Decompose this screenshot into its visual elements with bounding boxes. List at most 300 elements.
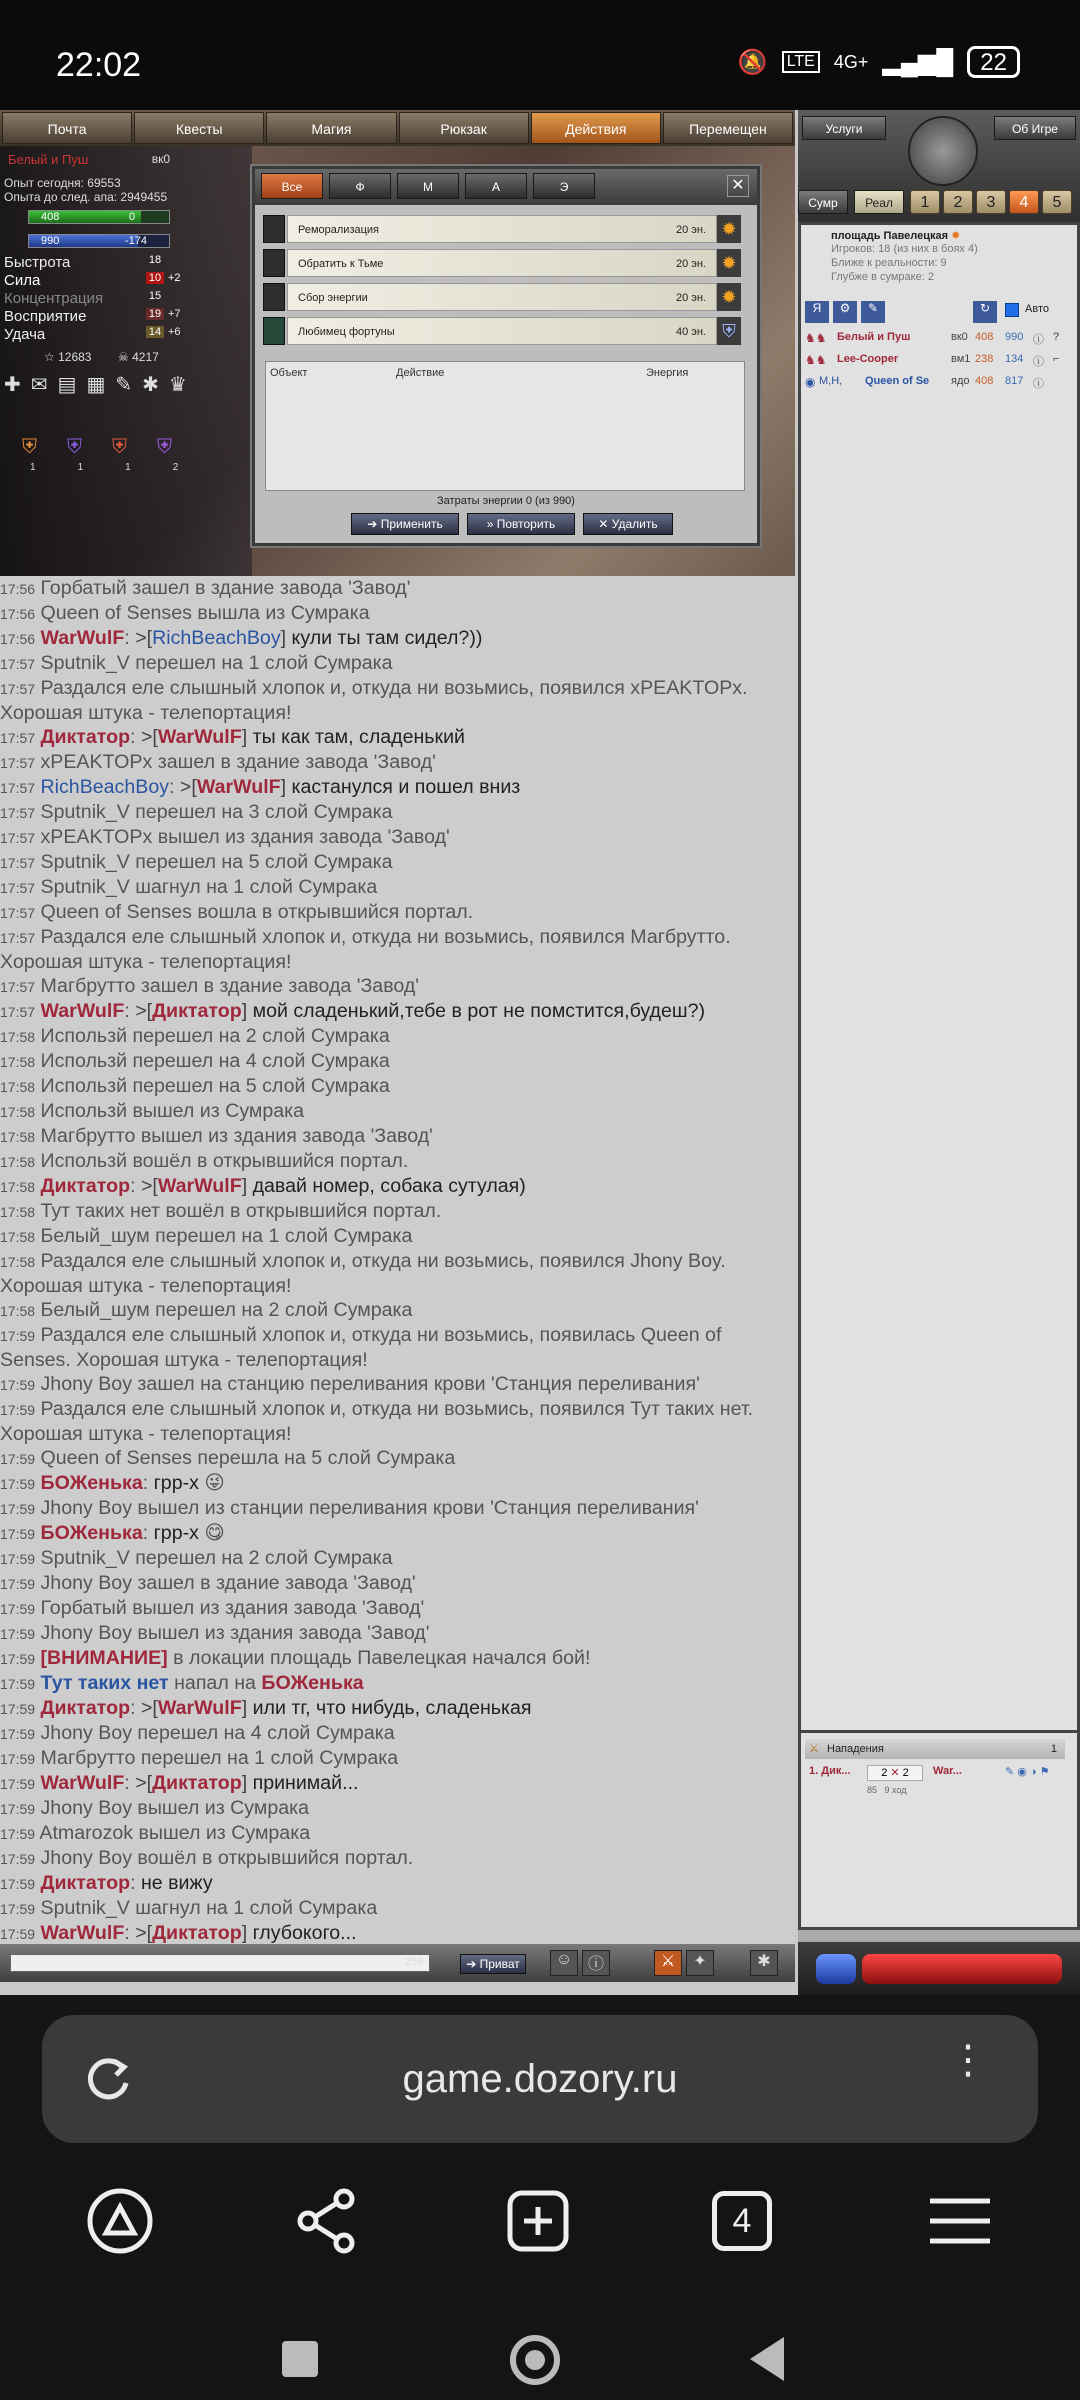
right-panel xyxy=(798,110,1080,1995)
settings-icon[interactable]: ✱ xyxy=(750,1950,778,1976)
chat-time: 17:59 xyxy=(0,1551,36,1567)
layer-3-button[interactable]: 3 xyxy=(976,190,1006,214)
sword-icon: ⚔ xyxy=(809,1743,819,1755)
top-menu xyxy=(0,110,795,146)
chat-input[interactable] xyxy=(10,1954,430,1972)
smiley-icon[interactable]: ☺ xyxy=(550,1950,578,1976)
chat-recipient[interactable]: Диктатор xyxy=(152,1000,242,1022)
chat-nick[interactable]: Диктатор xyxy=(40,726,131,748)
question-icon[interactable]: ? xyxy=(1053,331,1060,343)
filter-all-button[interactable]: Все xyxy=(261,173,323,199)
services-tab[interactable]: Услуги xyxy=(802,116,886,140)
chat-time: 17:58 xyxy=(0,1303,36,1319)
chat-time: 17:59 xyxy=(0,1501,36,1517)
warning-label: [ВНИМАНИЕ] xyxy=(40,1647,168,1669)
chat-line xyxy=(0,1024,795,1049)
chat-recipient[interactable]: WarWulF xyxy=(157,1175,242,1197)
chat-nick[interactable]: Диктатор xyxy=(40,1872,131,1894)
menu-backpack-button[interactable]: Рюкзак xyxy=(399,112,529,144)
stat-speed: Быстрота 18 xyxy=(4,254,162,271)
chat-text: Queen of Senses вышла из Сумрака xyxy=(40,602,370,624)
badges xyxy=(22,436,172,459)
player-row[interactable]: ◉ М,Н, Queen of Se ядо 408 817 ⓘ xyxy=(805,375,1044,390)
spell-cast-icon[interactable]: ✹ xyxy=(717,283,741,311)
chat-line xyxy=(0,676,795,725)
chat-line: 17:56 WarWulF: >[RichBeachBoy] кули ты там сидел?)) xyxy=(0,627,483,649)
clan-icon: ♞♞ xyxy=(805,331,827,345)
chat-nick[interactable]: Тут таких нет xyxy=(40,1672,169,1694)
action-filter-bar xyxy=(255,169,757,205)
spell-icon xyxy=(263,317,285,345)
system-home-icon[interactable] xyxy=(510,2335,560,2385)
chat-line xyxy=(0,875,795,900)
energy-blue-segment xyxy=(816,1954,856,1984)
chat-nick[interactable]: WarWulF xyxy=(40,1000,125,1022)
chat-text: Jhony Boy вышел из здания завода 'Завод' xyxy=(40,1622,430,1644)
mute-icon: 🔕 xyxy=(737,48,768,76)
badge-shield-icon[interactable]: ⛨ xyxy=(112,436,127,458)
menu-actions-button[interactable]: Действия xyxy=(531,112,661,144)
badge-shield-icon[interactable]: ⛨ xyxy=(67,436,82,458)
chat-time: 17:59 xyxy=(0,1926,36,1942)
private-button[interactable]: ➔ Приват xyxy=(460,1954,526,1974)
chat-text: Jhony Boy вышел из Сумрака xyxy=(40,1797,310,1819)
chat-line xyxy=(0,925,795,974)
chat-text: xPEAKTOPx зашел в здание завода 'Завод' xyxy=(40,751,436,773)
hp-bar: 408 0 xyxy=(28,210,170,224)
wrench-icon[interactable]: ✎ xyxy=(115,374,133,396)
url-text[interactable]: game.dozory.ru xyxy=(402,2057,678,2101)
chat-line xyxy=(0,1646,795,1671)
star-icon: ☆ xyxy=(44,350,59,364)
sort-side-icon[interactable]: ✎ xyxy=(861,301,885,323)
chat-message: глубокого... xyxy=(252,1922,357,1944)
reality-tab[interactable]: Реал xyxy=(854,190,904,214)
actions-window xyxy=(252,166,760,546)
delete-button[interactable]: ✕ Удалить xyxy=(583,513,673,535)
chat-text: Использй перешел на 5 слой Сумрака xyxy=(40,1075,390,1097)
chat-time: 17:59 xyxy=(0,1726,36,1742)
chat-line xyxy=(0,974,795,999)
chat-text: Queen of Senses вошла в открывшийся портал. xyxy=(40,901,474,923)
chat-text: Белый_шум перешел на 2 слой Сумрака xyxy=(40,1299,413,1321)
filter-f-button[interactable]: Ф xyxy=(329,173,391,199)
chat-message: давай номер, собака сутулая) xyxy=(252,1175,526,1197)
chat-text: Раздался еле слышный хлопок и, откуда ни возьмись, появился Jhony Boy. Хорошая штука - телепортация! xyxy=(0,1250,726,1297)
stat-concentration: Концентрация 15 xyxy=(4,290,162,307)
chat-text: Sputnik_V перешел на 1 слой Сумрака xyxy=(40,652,393,674)
twilight-tab[interactable]: Сумр xyxy=(798,190,848,214)
chat-message: грр-х xyxy=(153,1522,199,1544)
sort-me-icon[interactable]: Я xyxy=(805,301,829,323)
spell-cast-icon[interactable]: ✹ xyxy=(717,249,741,277)
repeat-button[interactable]: » Повторить xyxy=(467,513,575,535)
chat-time: 17:57 xyxy=(0,656,36,672)
chat-line: 17:59 БОЖенька: грр-х 😋 xyxy=(0,1522,225,1544)
trophy-icon[interactable]: ♛ xyxy=(168,374,187,396)
chat-line xyxy=(0,1298,795,1323)
chat-line: 17:59 Диктатор: не вижу xyxy=(0,1872,213,1894)
repeat-icon: » xyxy=(486,517,497,531)
chat-time: 17:57 xyxy=(0,979,36,995)
close-icon[interactable]: ✕ xyxy=(727,175,749,197)
chat-time: 17:58 xyxy=(0,1129,36,1145)
chat-line: 17:59 WarWulF: >[Диктатор] принимай... xyxy=(0,1772,359,1794)
location-name: площадь Павелецкая ✹ xyxy=(831,230,961,242)
chat-time: 17:58 xyxy=(0,1079,36,1095)
scroll-icon[interactable]: ✉ xyxy=(30,374,48,396)
energy-bar xyxy=(798,1942,1080,1995)
chat-message: кастанулся и пошел вниз xyxy=(291,776,521,798)
stat-luck: Удача 14 +6 xyxy=(4,326,181,343)
chat-input-bar xyxy=(0,1944,795,1982)
menu-quests-button[interactable]: Квесты xyxy=(134,112,264,144)
chat-nick[interactable]: WarWulF xyxy=(40,1772,125,1794)
chat-time: 17:59 xyxy=(0,1451,36,1467)
chat-text: Atmarozok вышел из Сумрака xyxy=(39,1822,311,1844)
gear-icon[interactable]: ✱ xyxy=(142,374,159,396)
chat-text: Sputnik_V шагнул на 1 слой Сумрака xyxy=(40,1897,378,1919)
chat-nick[interactable]: WarWulF xyxy=(40,1922,125,1944)
chat-text: Магбрутто перешел на 1 слой Сумрака xyxy=(40,1747,399,1769)
character-panel xyxy=(0,146,795,576)
chat-time: 17:56 xyxy=(0,631,36,647)
signal-icon: ▂▄▆█ xyxy=(882,48,954,76)
chat-recipient[interactable]: WarWulF xyxy=(196,776,281,798)
chat-nick[interactable]: Диктатор xyxy=(40,1175,131,1197)
chat-time: 17:57 xyxy=(0,681,36,697)
chat-text: Раздался еле слышный хлопок и, откуда ни возьмись, появился xPEAKTOPx. Хорошая штука - телепортация! xyxy=(0,677,748,724)
chat-line xyxy=(0,1149,795,1174)
chat-line xyxy=(0,1323,795,1372)
refresh-icon[interactable]: ↻ xyxy=(973,301,997,323)
chat-message: или тг, что нибудь, сладенькая xyxy=(252,1697,532,1719)
chat-line xyxy=(0,1372,795,1397)
network-label: 4G+ xyxy=(833,51,869,72)
chat-line xyxy=(0,1049,795,1074)
chat-time: 17:59 xyxy=(0,1676,36,1692)
recents-icon[interactable] xyxy=(282,2341,318,2377)
chat-time: 17:59 xyxy=(0,1402,36,1418)
chat-line xyxy=(0,1621,795,1646)
chat-message: не вижу xyxy=(140,1872,213,1894)
character-tools xyxy=(4,372,187,397)
chat-line: 17:57 RichBeachBoy: >[WarWulF] кастанулся и пошел вниз xyxy=(0,776,521,798)
chat-time: 17:58 xyxy=(0,1204,36,1220)
new-tab-icon[interactable] xyxy=(498,2181,578,2261)
layer-5-button[interactable]: 5 xyxy=(1042,190,1072,214)
chat-time: 17:59 xyxy=(0,1851,36,1867)
about-tab[interactable]: Об Игре xyxy=(994,116,1076,140)
spell-icon xyxy=(263,215,285,243)
chat-text: напал на xyxy=(174,1672,256,1694)
url-bar[interactable] xyxy=(42,2015,1038,2143)
chat-time: 17:58 xyxy=(0,1054,36,1070)
queue-header-action: Действие xyxy=(396,367,445,379)
back-icon[interactable] xyxy=(748,2335,788,2383)
chat-time: 17:59 xyxy=(0,1826,36,1842)
chat-text: Раздался еле слышный хлопок и, откуда ни возьмись, появился Магбрутто. Хорошая штука - телепортация! xyxy=(0,926,731,973)
chat-time: 17:59 xyxy=(0,1651,36,1667)
menu-mail-button[interactable]: Почта xyxy=(2,112,132,144)
chat-time: 17:57 xyxy=(0,930,36,946)
smiley-icon: 😋 xyxy=(204,1522,225,1544)
apply-button[interactable]: ➔ Применить xyxy=(351,513,459,535)
exp-to-next: Опыта до след. апа: 2949455 xyxy=(4,190,168,204)
game-area xyxy=(0,110,1080,1995)
chat-recipient[interactable]: Диктатор xyxy=(152,1772,242,1794)
action-queue xyxy=(265,361,745,491)
queue-header-energy: Энергия xyxy=(646,367,689,379)
tabs-button[interactable]: 4 xyxy=(712,2191,772,2251)
energy-cost: Затраты энергии 0 (из 990) xyxy=(437,495,575,507)
chat-text: Sputnik_V перешел на 3 слой Сумрака xyxy=(40,801,393,823)
chat-line xyxy=(0,1124,795,1149)
chat-line: 17:57 WarWulF: >[Диктатор] мой сладенький,тебе в рот не помстится,будеш?) xyxy=(0,1000,706,1022)
chat-line xyxy=(0,1074,795,1099)
share-icon[interactable] xyxy=(286,2181,366,2261)
chat-message: грр-х xyxy=(153,1472,199,1494)
auto-checkbox[interactable] xyxy=(1005,303,1019,317)
chat-time: 17:58 xyxy=(0,1254,36,1270)
filter-e-button[interactable]: Э xyxy=(533,173,595,199)
chat-nick[interactable]: WarWulF xyxy=(40,627,125,649)
chat-time: 17:56 xyxy=(0,581,36,597)
chat-line xyxy=(0,1496,795,1521)
chat-text: Queen of Senses перешла на 5 слой Сумрака xyxy=(40,1447,456,1469)
filter-a-button[interactable]: А xyxy=(465,173,527,199)
energy-red-segment xyxy=(862,1954,1062,1984)
chat-line xyxy=(0,850,795,875)
chat-recipient[interactable]: WarWulF xyxy=(157,1697,242,1719)
chat-nick[interactable]: БОЖенька xyxy=(40,1522,143,1544)
chat-line xyxy=(0,900,795,925)
arrow-icon: ➔ xyxy=(466,1957,480,1971)
chat-line xyxy=(0,1249,795,1298)
location-deeper: Глубже в сумраке: 2 xyxy=(831,271,934,283)
chat-time: 17:59 xyxy=(0,1901,36,1917)
chat-line xyxy=(0,1821,795,1846)
chat-time: 17:59 xyxy=(0,1526,36,1542)
chat-text: Раздался еле слышный хлопок и, откуда ни возьмись, появился Тут таких нет. Хорошая штука - телепортация! xyxy=(0,1398,754,1445)
chat-text: в локации площадь Павелецкая начался бой! xyxy=(173,1647,591,1669)
chat-time: 17:57 xyxy=(0,730,36,746)
chat-recipient[interactable]: Диктатор xyxy=(152,1922,242,1944)
clan-icon: ♞♞ xyxy=(805,353,827,367)
character-name[interactable]: Белый и Пуш xyxy=(8,152,89,167)
sort-class-icon[interactable]: ⚙ xyxy=(833,301,857,323)
chat-nick[interactable]: RichBeachBoy xyxy=(40,776,170,798)
chat-line xyxy=(0,1199,795,1224)
emblem-icon xyxy=(908,116,978,186)
chat-text: Jhony Boy зашел в здание завода 'Завод' xyxy=(40,1572,416,1594)
spell-icon xyxy=(263,283,285,311)
chat-time: 17:58 xyxy=(0,1229,36,1245)
chat-text: Jhony Boy вошёл в открывшийся портал. xyxy=(40,1847,414,1869)
trash-icon[interactable]: ▤ xyxy=(57,374,77,396)
chat-line xyxy=(0,1446,795,1471)
tool-icon[interactable]: ✚ xyxy=(4,374,21,396)
chat-time: 17:59 xyxy=(0,1751,36,1767)
chat-line xyxy=(0,1099,795,1124)
spell-cast-icon[interactable]: ✹ xyxy=(717,215,741,243)
chat-line xyxy=(0,601,795,626)
skull-icon: ☠ xyxy=(118,350,133,364)
chat-line xyxy=(0,1796,795,1821)
char-count: 256 xyxy=(405,1956,424,1968)
badge-counts: 1 1 1 2 xyxy=(30,462,179,473)
chat-text: Использй вышел из Сумрака xyxy=(40,1100,305,1122)
crossed-swords-icon: ✕ xyxy=(890,1767,900,1779)
info-icon[interactable]: ⓘ xyxy=(1033,334,1044,346)
magic-icon[interactable]: ✦ xyxy=(686,1950,714,1976)
chat-text: Sputnik_V перешел на 2 слой Сумрака xyxy=(40,1547,393,1569)
chat-line xyxy=(0,651,795,676)
chat-line: 17:57 Диктатор: >[WarWulF] ты как там, сладенький xyxy=(0,726,465,748)
chat-time: 17:59 xyxy=(0,1601,36,1617)
chat-line: 17:59 БОЖенька: грр-х 😜 xyxy=(0,1472,225,1494)
badge-shield-icon[interactable]: ⛨ xyxy=(22,436,37,458)
exp-today: Опыт сегодня: 69553 xyxy=(4,176,121,190)
chat-time: 17:59 xyxy=(0,1776,36,1792)
badge-shield-icon[interactable]: ⛨ xyxy=(157,436,172,458)
filter-m-button[interactable]: М xyxy=(397,173,459,199)
spell-row[interactable]: Обратить к Тьме 20 эн. xyxy=(287,249,717,277)
character-rank: вк0 xyxy=(151,152,170,166)
chat-nick[interactable]: Диктатор xyxy=(40,1697,131,1719)
spell-shield-icon[interactable]: ⛨ xyxy=(717,317,741,345)
character-info xyxy=(0,146,252,576)
chat-text: Jhony Boy вышел из станции переливания крови 'Станция переливания' xyxy=(40,1497,699,1519)
chat-time: 17:58 xyxy=(0,1104,36,1120)
spell-row[interactable]: Любимец фортуны 40 эн. xyxy=(287,317,717,345)
star-counter: ☆ 12683 xyxy=(44,350,92,364)
menu-magic-button[interactable]: Магия xyxy=(266,112,396,144)
chat-time: 17:56 xyxy=(0,606,36,622)
info-icon[interactable]: ⓘ xyxy=(1033,356,1044,368)
chat-time: 17:57 xyxy=(0,830,36,846)
spell-row[interactable]: Реморализация 20 эн. xyxy=(287,215,717,243)
chat-line xyxy=(0,576,795,601)
attacks-header: ⚔ Нападения 1 xyxy=(805,1739,1065,1759)
chat-time: 17:59 xyxy=(0,1876,36,1892)
chat-line xyxy=(0,750,795,775)
chat-time: 17:57 xyxy=(0,905,36,921)
fight-icon[interactable]: ⚔ xyxy=(654,1950,682,1976)
chat-nick[interactable]: БОЖенька xyxy=(40,1472,143,1494)
status-icons xyxy=(738,46,1020,78)
info-icon[interactable]: ⓘ xyxy=(582,1950,610,1976)
location-panel xyxy=(798,222,1080,1842)
score-box: 2 ✕ 2 xyxy=(867,1765,923,1781)
chat-text: Sputnik_V шагнул на 1 слой Сумрака xyxy=(40,876,378,898)
chat-text: Раздался еле слышный хлопок и, откуда ни возьмись, появилась Queen of Senses. Хорошая штука - телепортация! xyxy=(0,1324,722,1371)
chat-line xyxy=(0,1721,795,1746)
chat-text: Использй перешел на 4 слой Сумрака xyxy=(40,1050,390,1072)
info-icon[interactable]: ⓘ xyxy=(1033,378,1044,390)
layer-4-button[interactable]: 4 xyxy=(1009,190,1039,214)
chat-recipient[interactable]: WarWulF xyxy=(157,726,242,748)
chat-text: Jhony Boy зашел на станцию переливания крови 'Станция переливания' xyxy=(40,1373,700,1395)
delete-icon: ✕ xyxy=(598,517,612,531)
browser-bar xyxy=(0,1995,1080,2400)
chat-time: 17:59 xyxy=(0,1801,36,1817)
chat-time: 17:59 xyxy=(0,1576,36,1592)
chat-log xyxy=(0,576,795,1944)
clock: 22:02 xyxy=(56,46,142,84)
chat-time: 17:57 xyxy=(0,805,36,821)
chat-nick[interactable]: БОЖенька xyxy=(261,1672,364,1694)
chat-time: 17:57 xyxy=(0,1004,36,1020)
chat-time: 17:58 xyxy=(0,1154,36,1170)
chat-line: 17:59 WarWulF: >[Диктатор] глубокого... xyxy=(0,1922,357,1944)
chat-text: Использй вошёл в открывшийся портал. xyxy=(40,1150,409,1172)
chat-line xyxy=(0,800,795,825)
stat-perception: Восприятие 19 +7 xyxy=(4,308,181,325)
fire-icon: ✹ xyxy=(948,230,961,242)
skull-counter: ☠ 4217 xyxy=(118,350,159,364)
chat-time: 17:57 xyxy=(0,780,36,796)
chat-text: Магбрутто вышел из здания завода 'Завод' xyxy=(40,1125,433,1147)
chat-line xyxy=(0,1596,795,1621)
chat-line xyxy=(0,1846,795,1871)
chat-time: 17:59 xyxy=(0,1701,36,1717)
chat-text: Магбрутто зашел в здание завода 'Завод' xyxy=(40,975,420,997)
action-icons: ✎ ◉ ◑ ⚑ xyxy=(1005,1766,1050,1778)
chat-text: Горбатый вышел из здания завода 'Завод' xyxy=(40,1597,425,1619)
chat-line xyxy=(0,1671,795,1696)
hamburger-menu-icon[interactable] xyxy=(920,2181,1000,2261)
home-icon[interactable] xyxy=(80,2181,160,2261)
chat-message: принимай... xyxy=(252,1772,359,1794)
volte-icon: LTE xyxy=(782,51,820,73)
smiley-icon: 😜 xyxy=(204,1472,225,1494)
player-row[interactable]: ♞♞ Lee-Cooper вм1 238 134 ⓘ ⌐ xyxy=(805,353,1060,368)
menu-move-button[interactable]: Перемещен xyxy=(663,112,793,144)
player-row[interactable]: ♞♞ Белый и Пуш вк0 408 990 ⓘ ? xyxy=(805,331,1060,346)
layer-2-button[interactable]: 2 xyxy=(943,190,973,214)
document-icon[interactable]: ▦ xyxy=(86,374,106,396)
attack-entry[interactable]: 1. Дик... 2 ✕ 2 War... ✎ ◉ ◑ ⚑ xyxy=(809,1765,1050,1779)
chat-text: Sputnik_V перешел на 5 слой Сумрака xyxy=(40,851,393,873)
chat-message: мой сладенький,тебе в рот не помстится,будеш?) xyxy=(252,1000,706,1022)
auto-label: Авто xyxy=(1025,303,1049,315)
chat-message: ты как там, сладенький xyxy=(252,726,465,748)
chat-time: 17:58 xyxy=(0,1179,36,1195)
chat-line xyxy=(0,1546,795,1571)
chat-time: 17:59 xyxy=(0,1626,36,1642)
battery-icon: 22 xyxy=(967,46,1020,78)
chat-time: 17:57 xyxy=(0,880,36,896)
chat-line xyxy=(0,1746,795,1771)
more-menu-icon[interactable]: ⋮ xyxy=(948,2038,988,2082)
spell-icon xyxy=(263,249,285,277)
chat-time: 17:57 xyxy=(0,755,36,771)
attacks-panel xyxy=(798,1730,1080,1930)
chat-text: Горбатый зашел в здание завода 'Завод' xyxy=(40,577,411,599)
spell-row[interactable]: Сбор энергии 20 эн. xyxy=(287,283,717,311)
arrow-icon: ➔ xyxy=(367,517,381,531)
location-players: Игроков: 18 (из них в боях 4) xyxy=(831,243,978,255)
service-tabs xyxy=(798,110,1080,222)
chat-line xyxy=(0,1571,795,1596)
chat-time: 17:59 xyxy=(0,1377,36,1393)
gun-icon[interactable]: ⌐ xyxy=(1053,353,1060,365)
layer-1-button[interactable]: 1 xyxy=(910,190,940,214)
chat-recipient[interactable]: RichBeachBoy xyxy=(152,627,281,649)
chat-line xyxy=(0,1397,795,1446)
chat-time: 17:59 xyxy=(0,1328,36,1344)
